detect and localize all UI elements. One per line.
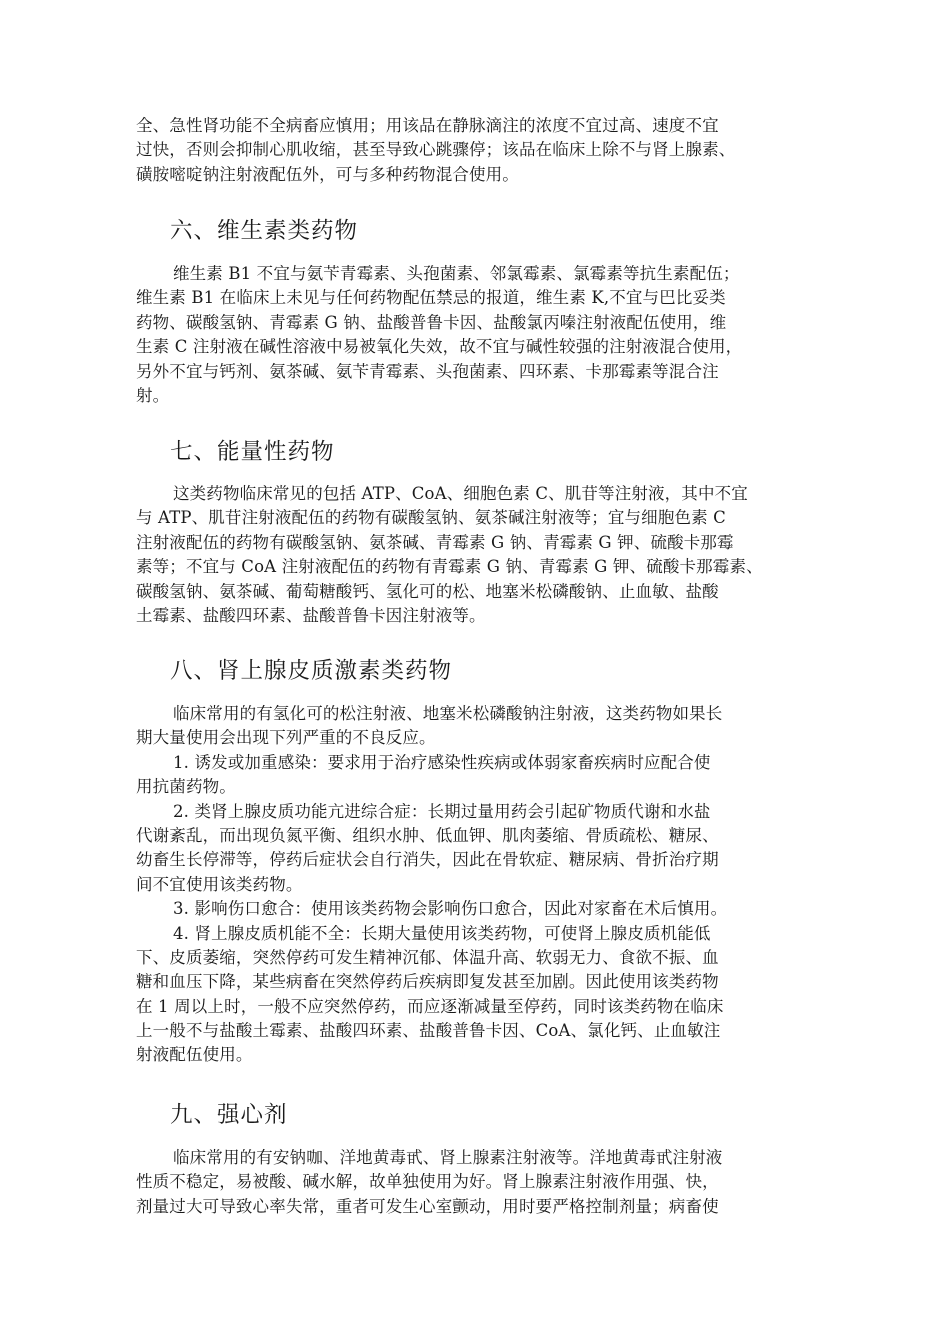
text-line: 这类药物临床常见的包括 ATP、CoA、细胞色素 C、肌苷等注射液，其中不宜 bbox=[173, 484, 748, 503]
list-item-4: 4. 肾上腺皮质机能不全：长期大量使用该类药物，可使肾上腺皮质机能低 bbox=[173, 923, 711, 943]
text-line: 土霉素、盐酸四环素、盐酸普鲁卡因注射液等。 bbox=[136, 605, 486, 625]
text-line: 期大量使用会出现下列严重的不良反应。 bbox=[136, 728, 436, 748]
text-line: 剂量过大可导致心率失常，重者可发生心室颤动，用时要严格控制剂量；病畜使 bbox=[136, 1196, 719, 1216]
text-line: 代谢紊乱，而出现负氮平衡、组织水肿、低血钾、肌肉萎缩、骨质疏松、糖尿、 bbox=[136, 825, 719, 845]
text-line: 过快，否则会抑制心肌收缩，甚至导致心跳骤停；该品在临床上除不与肾上腺素、 bbox=[136, 140, 736, 160]
text-line: 间不宜使用该类药物。 bbox=[136, 874, 303, 894]
text-line: 碳酸氢钠、氨茶碱、葡萄糖酸钙、氢化可的松、地塞米松磷酸钠、止血敏、盐酸 bbox=[136, 581, 719, 601]
text-line: 在 1 周以上时，一般不应突然停药，而应逐渐减量至停药，同时该类药物在临床 bbox=[136, 996, 724, 1016]
section-heading-energy: 七、能量性药物 bbox=[170, 439, 335, 465]
text-line: 用抗菌药物。 bbox=[136, 777, 236, 797]
section-body-energy bbox=[136, 482, 816, 628]
section-body-cardiotonics bbox=[136, 1146, 816, 1219]
text-line: 生素 C 注射液在碱性溶液中易被氧化失效，故不宜与碱性较强的注射液混合使用， bbox=[136, 337, 743, 357]
section-heading-vitamins: 六、维生素类药物 bbox=[170, 218, 359, 244]
section-heading-cardiotonics: 九、强心剂 bbox=[170, 1102, 288, 1128]
text-line: 注射液配伍的药物有碳酸氢钠、氨茶碱、青霉素 G 钠、青霉素 G 钾、硫酸卡那霉 bbox=[136, 532, 734, 552]
text-line: 全、急性肾功能不全病畜应慎用；用该品在静脉滴注的浓度不宜过高、速度不宜 bbox=[136, 116, 719, 135]
list-item-1: 1. 诱发或加重感染：要求用于治疗感染性疾病或体弱家畜疾病时应配合使 bbox=[173, 752, 711, 772]
text-line: 射。 bbox=[136, 385, 170, 405]
text-line: 磺胺嘧啶钠注射液配伍外，可与多种药物混合使用。 bbox=[136, 164, 519, 184]
text-line: 素等；不宜与 CoA 注射液配伍的药物有青霉素 G 钠、青霉素 G 钾、硫酸卡那霉素、 bbox=[136, 557, 763, 577]
text-line: 维生素 B1 不宜与氨苄青霉素、头孢菌素、邻氯霉素、氯霉素等抗生素配伍； bbox=[173, 264, 740, 283]
section-body-vitamins bbox=[136, 262, 816, 408]
text-line: 临床常用的有氢化可的松注射液、地塞米松磷酸钠注射液，这类药物如果长 bbox=[173, 704, 723, 723]
list-item-3: 3. 影响伤口愈合：使用该类药物会影响伤口愈合，因此对家畜在术后慎用。 bbox=[173, 899, 728, 919]
text-line: 上一般不与盐酸土霉素、盐酸四环素、盐酸普鲁卡因、CoA、氯化钙、止血敏注 bbox=[136, 1021, 721, 1041]
section-heading-corticosteroids: 八、肾上腺皮质激素类药物 bbox=[170, 658, 453, 684]
text-line: 临床常用的有安钠咖、洋地黄毒甙、肾上腺素注射液等。洋地黄毒甙注射液 bbox=[173, 1148, 723, 1167]
text-line: 幼畜生长停滞等，停药后症状会自行消失，因此在骨软症、糖尿病、骨折治疗期 bbox=[136, 850, 719, 870]
intro-paragraph bbox=[136, 114, 816, 187]
text-line: 性质不稳定，易被酸、碱水解，故单独使用为好。肾上腺素注射液作用强、快， bbox=[136, 1172, 719, 1192]
list-item-2: 2. 类肾上腺皮质功能亢进综合症：长期过量用药会引起矿物质代谢和水盐 bbox=[173, 801, 711, 821]
text-line: 糖和血压下降，某些病畜在突然停药后疾病即复发甚至加剧。因此使用该类药物 bbox=[136, 972, 719, 992]
section-body-corticosteroids bbox=[136, 702, 816, 1068]
text-line: 射液配伍使用。 bbox=[136, 1045, 253, 1065]
text-line: 另外不宜与钙剂、氨茶碱、氨苄青霉素、头孢菌素、四环素、卡那霉素等混合注 bbox=[136, 361, 719, 381]
text-line: 与 ATP、肌苷注射液配伍的药物有碳酸氢钠、氨茶碱注射液等；宜与细胞色素 C bbox=[136, 508, 726, 528]
text-line: 下、皮质萎缩，突然停药可发生精神沉郁、体温升高、软弱无力、食欲不振、血 bbox=[136, 947, 719, 967]
text-line: 药物、碳酸氢钠、青霉素 G 钠、盐酸普鲁卡因、盐酸氯丙嗪注射液配伍使用，维 bbox=[136, 312, 727, 332]
text-line: 维生素 B1 在临床上未见与任何药物配伍禁忌的报道，维生素 K,不宜与巴比妥类 bbox=[136, 288, 726, 308]
